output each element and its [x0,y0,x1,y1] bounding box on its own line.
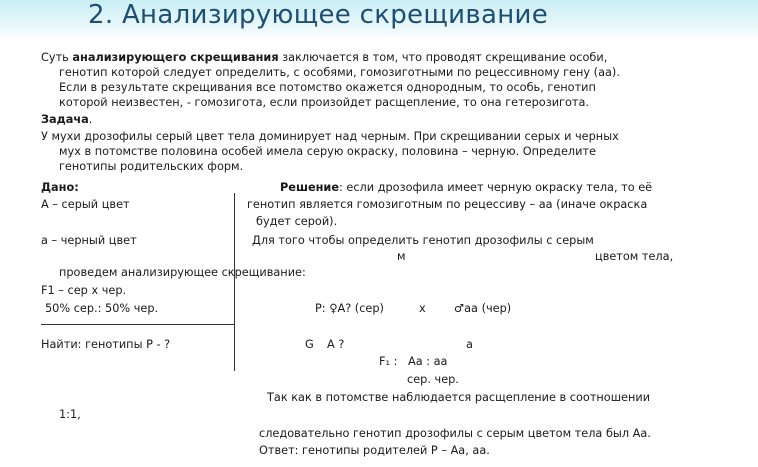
given-f1: F1 – сер х чер. [41,284,127,297]
task-line-1: У мухи дрозофилы серый цвет тела доминирует над черным. При скрещивании серых и черных [41,130,619,143]
solution-line-6: проведем анализирующее скрещивание: [59,266,306,279]
conclusion-line-3: следовательно генотип дрозофилы с серым цветом тела был Аа. [259,427,651,440]
task-heading [41,113,92,127]
gametes-male: а [466,338,473,351]
gametes-female: А ? [327,338,345,351]
given-dominant: А – серый цвет [41,198,130,211]
intro-line-4: которой неизвестен, - гомозигота, если произойдет расщепление, то она гетерозигота. [59,96,589,109]
solution-line-5: цветом тела, [595,250,674,263]
f1-phenotypes: сер. чер. [407,373,459,386]
f1-label: F₁ : [379,355,398,368]
gametes-label: G [305,338,314,351]
task-line-2: мух в потомстве половина особей имела серую окраску, половина – черную. Определите [59,145,597,158]
task-heading-text: Задача [41,113,89,126]
cross-sign: х [419,302,426,315]
given-ratio: 50% сер.: 50% чер. [45,302,159,315]
page-title: 2. Анализирующее скрещивание [88,0,548,30]
solution-line-4: Для того чтобы определить генотип дрозофилы с серым [252,234,594,247]
solution-line-1-rest: : если дрозофила имеет черную окраску тела, то её [338,181,653,194]
conclusion-line-1: Так как в потомстве наблюдается расщепление в соотношении [267,391,651,404]
given-find: Найти: генотипы Р - ? [41,338,171,351]
horizontal-divider [41,324,235,325]
answer-line: Ответ: генотипы родителей Р – Аа, аа. [259,444,490,457]
conclusion-line-2: 1:1, [59,408,81,421]
intro-line-1-rest: заключается в том, что проводят скрещивание особи, [278,51,608,64]
f1-genotypes: Аа : аа [408,355,448,368]
given-recessive: а – черный цвет [41,234,137,247]
task-line-3: генотипы родительских форм. [59,160,244,173]
given-heading: Дано: [41,181,79,194]
intro-term: анализирующего скрещивания [72,51,279,64]
intro-line-1 [41,51,607,65]
parent-male: ♂аа (чер) [454,302,512,315]
solution-line-3: будет серой). [256,215,338,228]
solution-line-1 [280,181,652,195]
vertical-divider [234,193,235,371]
solution-heading: Решение [280,181,339,194]
parent-female: Р: ♀А? (сер) [315,302,384,315]
task-heading-dot: . [88,113,93,126]
solution-line-2: генотип является гомозиготным по рецессиву – аа (иначе окраска [247,198,648,211]
solution-stray-m: м [397,250,406,263]
intro-line-2: генотип которой следует определить, с особями, гомозиготными по рецессивному гену (аа). [59,66,620,79]
intro-line-3: Если в результате скрещивания все потомство окажется однородным, то особь, генотип [59,81,596,94]
intro-prefix: Суть [41,51,73,64]
